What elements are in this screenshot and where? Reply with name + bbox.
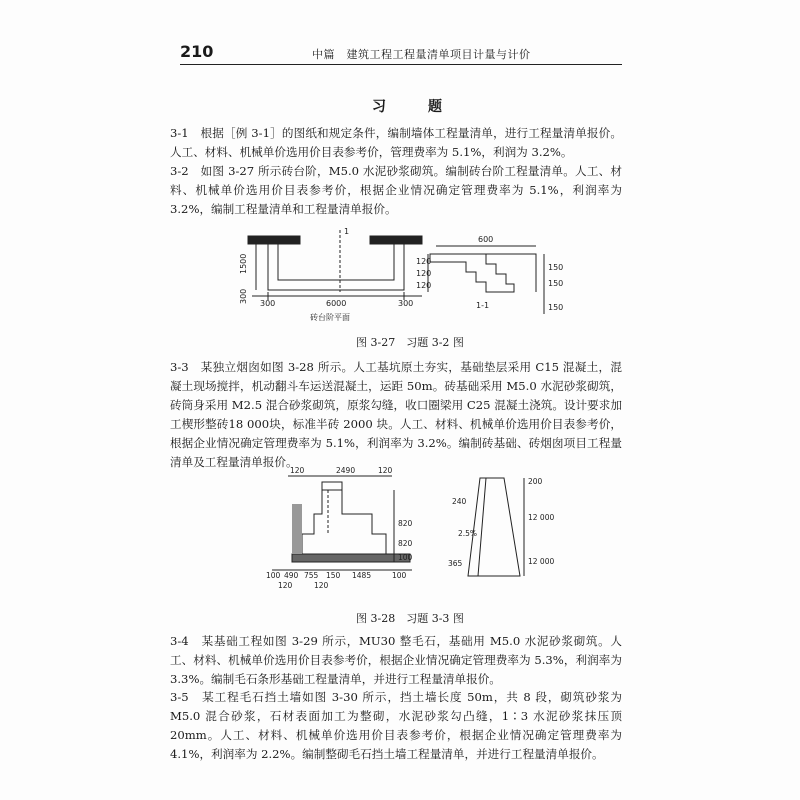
cushion-layer (292, 554, 410, 562)
dim-sec-s1: 150 (548, 263, 564, 272)
foundation-outline (302, 490, 386, 554)
plan-step (278, 244, 394, 280)
dim-top-c: 120 (378, 466, 393, 475)
dim-b1: 100 (266, 571, 281, 580)
exercise-3-4: 3-4 某基础工程如图 3-29 所示，MU30 整毛石，基础用 M5.0 水泥砂浆砌筑。人工、材料、机械单价选用价目表参考价，根据企业情况确定管理费率为 5.3%，利润率为 3.3%。编制毛石条形基础工程量清单，并进行工程量清单报价。 (170, 634, 622, 686)
dim-d1: 240 (452, 497, 467, 506)
dim-sec-s3: 150 (548, 303, 564, 312)
dim-d2: 365 (448, 559, 463, 568)
dim-sec-h2: 120 (416, 269, 432, 278)
plan-label: 砖台阶平面 (310, 313, 350, 322)
section-body (486, 254, 536, 292)
dim-sec-s2: 150 (548, 279, 564, 288)
chimney-inner (478, 478, 486, 576)
dim-c1: 120 (278, 581, 293, 590)
dim-b4: 150 (326, 571, 341, 580)
plan-left-cap (248, 236, 300, 244)
exercise-3-3: 3-3 某独立烟囱如图 3-28 所示。人工基坑原土夯实，基础垫层采用 C15 混凝土，混凝土现场搅拌，机动翻斗车运送混凝土，运距 50m。砖基础采用 M5.0 水泥砂浆砌筑，砖筒身采用 M2.5 混合砂浆砌筑，原浆勾缝，收口圈梁用 C25 混凝土浇筑。设计要求加工楔形整砖18 000块，标准半砖 2000 块。人工、材料、机械单价选用价目表参考价，根据企业情况确定管理费率为 5.1%，利润率为 3.2%。编制砖基础、砖烟囱项目工程量清单及工程量清单报价。 (170, 360, 622, 469)
dim-b6: 100 (392, 571, 407, 580)
dim-h2: 820 (398, 539, 413, 548)
dim-height-2: 12 000 (528, 557, 555, 566)
dim-b3: 755 (304, 571, 319, 580)
dim-slope: 2.5% (458, 529, 478, 538)
dim-depth: 1500 (239, 253, 248, 274)
dim-h-top: 200 (528, 477, 543, 486)
figure-3-27 (240, 224, 580, 324)
dim-h3: 100 (398, 553, 413, 562)
dim-right: 300 (398, 299, 414, 308)
exercise-3-5: 3-5 某工程毛石挡土墙如图 3-30 所示，挡土墙长度 50m，共 8 段，砌筑砂浆为 M5.0 混合砂浆，石材表面加工为整砌，水泥砂浆勾凸缝，1∶3 水泥砂浆抹压顶 20mm。人工、材料、机械单价选用价目表参考价，根据企业情况确定管理费率为 4.1%，利润率为 2.2%。编制整砌毛石挡土墙工程量清单，并进行工程量清单报价。 (170, 690, 622, 761)
dim-b5: 1485 (352, 571, 372, 580)
running-title: 中篇 建筑工程工程量清单项目计量与计价 (312, 48, 531, 61)
cut-mark: 1 (344, 227, 350, 236)
dim-b2: 490 (284, 571, 299, 580)
chimney-profile (468, 478, 520, 576)
header-rule (180, 64, 622, 65)
caption-3-27: 图 3-27 习题 3-2 图 (356, 336, 464, 349)
dim-edge: 300 (239, 288, 248, 304)
dim-sec-h1: 120 (416, 257, 432, 266)
chimney-base (322, 482, 342, 490)
figure-3-28 (262, 464, 582, 594)
section-title: 习 题 (372, 99, 456, 115)
dim-top-a: 120 (290, 466, 305, 475)
page-number: 210 (180, 42, 214, 61)
dim-height-1: 12 000 (528, 513, 555, 522)
caption-3-28: 图 3-28 习题 3-3 图 (356, 612, 464, 625)
dim-left: 300 (260, 299, 276, 308)
plan-outline (268, 244, 404, 290)
soil-hatch (292, 504, 302, 554)
section-steps (430, 254, 514, 292)
plan-right-cap (370, 236, 422, 244)
exercise-3-2: 3-2 如图 3-27 所示砖台阶，M5.0 水泥砂浆砌筑。编制砖台阶工程量清单。人工、材料、机械单价选用价目表参考价，根据企业情况确定管理费率为 5.1%，利润率为 3.2%，编制工程量清单和工程量清单报价。 (170, 164, 622, 216)
dim-h1: 820 (398, 519, 413, 528)
dim-sec-h3: 120 (416, 281, 432, 290)
dim-c2: 120 (314, 581, 329, 590)
exercise-3-1: 3-1 根据［例 3-1］的图纸和规定条件，编制墙体工程量清单，进行工程量清单报价。人工、材料、机械单价选用价目表参考价，管理费率为 5.1%，利润为 3.2%。 (170, 126, 622, 159)
section-label: 1-1 (476, 301, 490, 310)
dim-top-b: 2490 (336, 466, 356, 475)
dim-width: 6000 (326, 299, 347, 308)
dim-sec-top: 600 (478, 235, 494, 244)
